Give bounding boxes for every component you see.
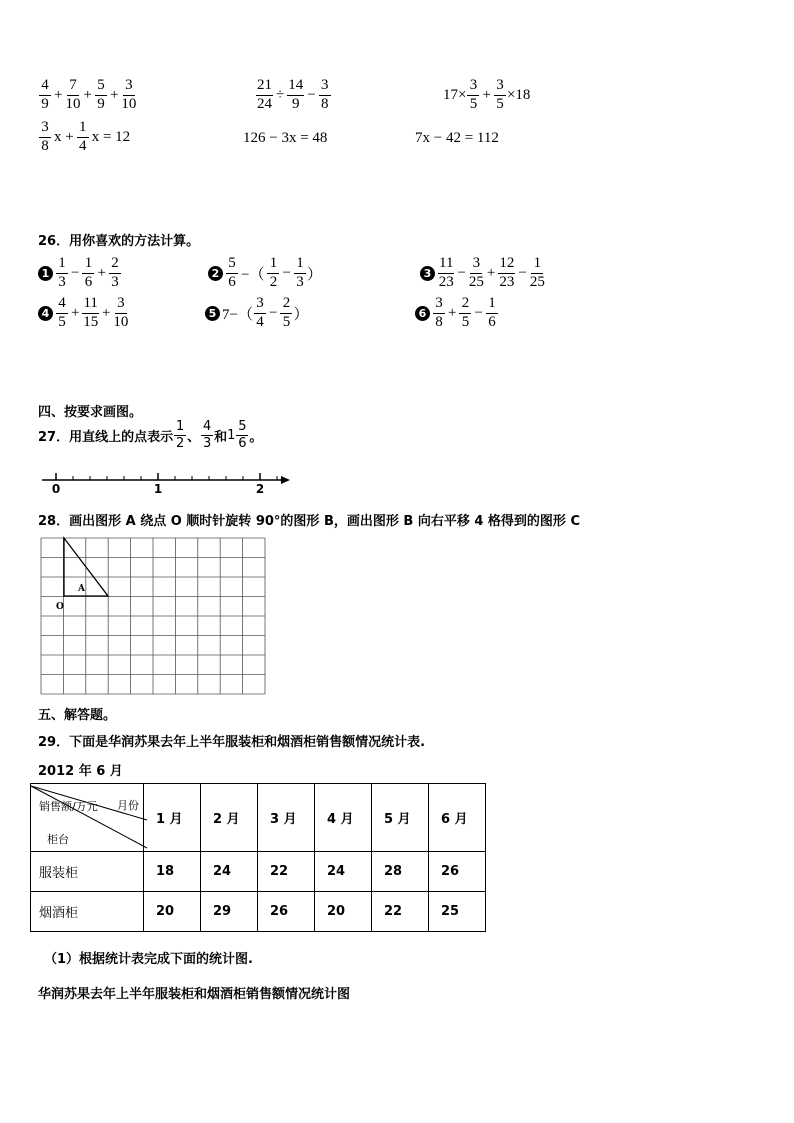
table-cell: 29 (201, 892, 258, 932)
table-diagonal-header (31, 784, 144, 852)
circled-number-1: 1 (38, 266, 53, 281)
table-cell: 22 (372, 892, 429, 932)
row-label: 服装柜 (31, 852, 144, 892)
q26-item-6: 6 $\frac{3}{8}$ + $\frac{2}{5}$ − $\frac{1}{6}$ (415, 296, 499, 331)
question-29: 29．下面是华润苏果去年上半年服装柜和烟酒柜销售额情况统计表. (38, 735, 426, 750)
circled-number-6: 6 (415, 306, 430, 321)
point-o-label: O (56, 602, 64, 612)
fraction: $\frac{14}{9}$ (288, 77, 304, 112)
month-header: 4 月 (315, 784, 372, 852)
table-cell: 18 (144, 852, 201, 892)
fraction: $\frac{3}{8}$ (319, 78, 331, 113)
axis-label-2: 2 (255, 482, 265, 496)
header-sales: 销售额/万元 (39, 800, 98, 813)
table-row (31, 892, 486, 932)
q26-item-5: 5 7−（ $\frac{3}{4}$ − $\frac{2}{5}$ ） (205, 296, 308, 331)
drawing-grid (38, 535, 270, 695)
q26-item-4: 4 $\frac{4}{5}$ + $\frac{11}{15}$ + $\frac{3}{10}$ (38, 296, 129, 331)
axis-label-0: 0 (51, 482, 61, 496)
header-counter: 柜台 (47, 833, 69, 846)
question-26-title: 26．用你喜欢的方法计算。 (38, 234, 200, 249)
circled-number-5: 5 (205, 306, 220, 321)
fraction: $\frac{21}{24}$ (257, 77, 272, 112)
fraction: $\frac{7}{10}$ (65, 77, 81, 112)
question-27: 27．用直线上的点表示 $\frac{1}{2}$ 、 $\frac{4}{3}$ 和 1 $\frac{5}{6}$ 。 (38, 419, 263, 451)
fraction: $\frac{3}{5}$ (494, 78, 506, 113)
table-cell: 20 (315, 892, 372, 932)
equation-2: 126 − 3x = 48 (243, 130, 328, 146)
expression-2: $\frac{21}{24}$ ÷ $\frac{14}{9}$ − $\frac{3}{8}$ (255, 78, 332, 113)
fraction: $\frac{3}{10}$ (121, 77, 137, 112)
expression-3: 17× $\frac{3}{5}$ + $\frac{3}{5}$ ×18 (443, 77, 531, 112)
shape-a-label: A (78, 584, 85, 594)
circled-number-4: 4 (38, 306, 53, 321)
table-date: 2012 年 6 月 (38, 764, 123, 779)
section-5-heading: 五、解答题。 (38, 708, 117, 723)
table-cell: 22 (258, 852, 315, 892)
question-28: 28．画出图形 A 绕点 O 顺时针旋转 90°的图形 B，画出图形 B 向右平移 4 格得到的图形 C (38, 514, 580, 529)
fraction: $\frac{5}{9}$ (95, 78, 107, 113)
month-header: 3 月 (258, 784, 315, 852)
table-cell: 26 (429, 852, 486, 892)
q26-item-2: 2 $\frac{5}{6}$ −（ $\frac{1}{2}$ − $\frac{1}{3}$ ） (208, 256, 322, 291)
q29-sub-1: （1）根据统计表完成下面的统计图. (44, 952, 253, 967)
section-4-heading: 四、按要求画图。 (38, 405, 143, 420)
equation-3: 7x − 42 = 112 (415, 130, 499, 146)
chart-title: 华润苏果去年上半年服装柜和烟酒柜销售额情况统计图 (38, 987, 351, 1002)
month-header: 1 月 (144, 784, 201, 852)
table-cell: 24 (315, 852, 372, 892)
axis-label-1: 1 (153, 482, 163, 496)
month-header: 2 月 (201, 784, 258, 852)
fraction: $\frac{3}{8}$ (39, 120, 51, 155)
q26-item-3: 3 $\frac{11}{23}$ − $\frac{3}{25}$ + $\frac{12}{23}$ − $\frac{1}{25}$ (420, 256, 546, 291)
month-header: 6 月 (429, 784, 486, 852)
table-cell: 26 (258, 892, 315, 932)
fraction: $\frac{4}{9}$ (39, 78, 51, 113)
equation-1: $\frac{3}{8}$ x + $\frac{1}{4}$ x = 12 (38, 120, 132, 155)
row-label: 烟酒柜 (31, 892, 144, 932)
fraction: $\frac{1}{4}$ (77, 120, 89, 155)
table-cell: 28 (372, 852, 429, 892)
expression-1: $\frac{4}{9}$ + $\frac{7}{10}$ + $\frac{5}{9}$ + $\frac{3}{10}$ (38, 78, 137, 113)
table-cell: 24 (201, 852, 258, 892)
fraction: $\frac{3}{5}$ (467, 78, 479, 113)
header-month: 月份 (117, 799, 139, 812)
q26-item-1: 1 $\frac{1}{3}$ − $\frac{1}{6}$ + $\frac{2}{3}$ (38, 256, 122, 291)
month-header: 5 月 (372, 784, 429, 852)
sales-table (30, 783, 486, 932)
table-row (31, 852, 486, 892)
circled-number-3: 3 (420, 266, 435, 281)
table-cell: 25 (429, 892, 486, 932)
circled-number-2: 2 (208, 266, 223, 281)
table-cell: 20 (144, 892, 201, 932)
number-line (38, 468, 298, 496)
